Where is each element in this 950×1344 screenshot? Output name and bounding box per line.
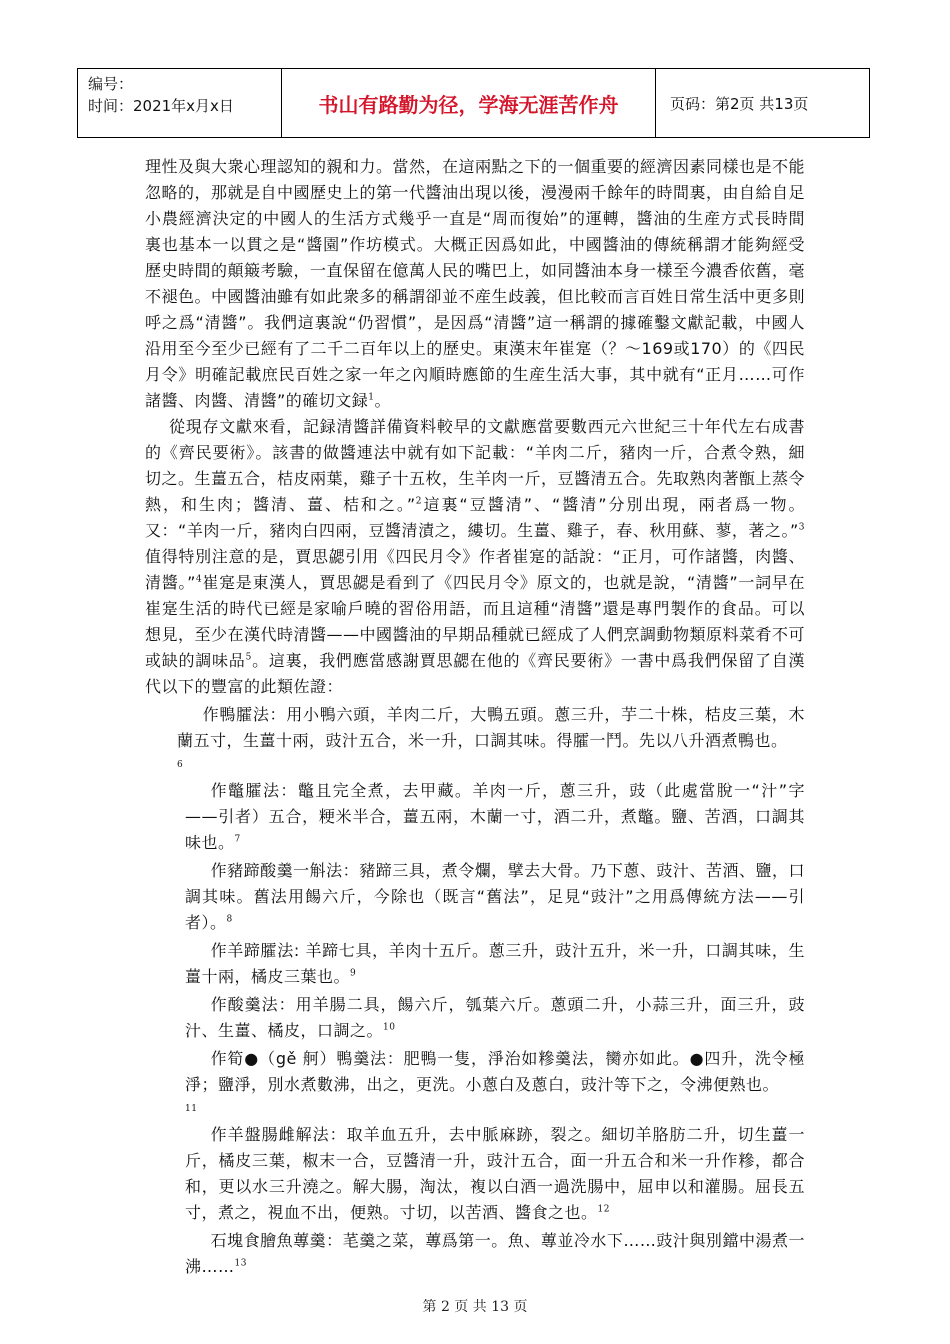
footnote-ref-11: 11 <box>185 1104 198 1114</box>
paragraph-2-text-b: 這裏“豆醬清”、“醬清”分別出現，兩者爲一物。又：“羊肉一斤，豬肉白四兩，豆醬清漬之，縷切。生薑、雞子，春、秋用蘇、蓼，著之。” <box>145 495 805 540</box>
quote-4 <box>145 938 805 990</box>
paragraph-1 <box>145 154 805 414</box>
quote-1 <box>145 702 805 754</box>
number-label: 编号： <box>88 75 134 93</box>
quote-6 <box>145 1046 805 1098</box>
header-meta-cell <box>78 69 282 137</box>
quote-7 <box>145 1122 805 1226</box>
footnote-ref-2: 2 <box>415 496 422 507</box>
quote-8-text: 石塊食膾魚蓴羹：芼羹之菜，蓴爲第一。魚、蓴並冷水下……豉汁與別鐺中湯煮一沸…… <box>185 1231 805 1276</box>
footnote-ref-13: 13 <box>234 1258 247 1269</box>
header-table <box>77 68 870 138</box>
quote-6-text: 作筍●（gě 舸）鴨羹法：肥鴨一隻，淨治如糝羹法，臠亦如此。●四升，洗令極淨；鹽淨，別水煮數沸，出之，更洗。小蔥白及蔥白，豉汁等下之，令沸便熟也。 <box>185 1049 805 1094</box>
paragraph-1-end: 。 <box>374 391 392 410</box>
quote-2 <box>145 778 805 856</box>
paragraph-2-text-c: 值得特別注意的是，賈思勰引用《四民月令》作者崔寔的話說：“正月，可作諸醬，肉醬、清醬。” <box>145 547 805 592</box>
quote-3-text: 作豬蹄酸羹一斛法：豬蹄三具，煮令爛，擘去大骨。乃下蔥、豉汁、苦酒、鹽，口調其味。舊法用餳六斤，今除也（既言“舊法”，足見“豉汁”之用爲傳統方法——引者）。 <box>185 861 805 932</box>
document-body <box>145 154 805 1280</box>
footnote-ref-3: 3 <box>798 522 805 533</box>
quote-1-text: 作鴨臛法：用小鴨六頭，羊肉二斤，大鴨五頭。蔥三升，芋二十株，桔皮三葉，木蘭五寸，生薑十兩，豉汁五合，米一升，口調其味。得臛一鬥。先以八升酒煮鴨也。 <box>177 705 805 750</box>
quote-5 <box>145 992 805 1044</box>
quote-3 <box>145 858 805 936</box>
footnote-ref-4: 4 <box>195 574 203 585</box>
paragraph-2 <box>145 414 805 700</box>
paragraph-2-text-d: 崔寔是東漢人，賈思勰是看到了《四民月令》原文的，也就是說，“清醬”一詞早在崔寔生活的時代已經是家喻戶曉的習俗用語，而且這種“清醬”還是專門製作的食品。可以想見，至少在漢代時清醬——中國醬油的早期品種就已經成了人們烹調動物類原料菜肴不可或缺的調味品 <box>145 573 806 670</box>
footnote-ref-10: 10 <box>383 1022 396 1033</box>
paragraph-2-text-a: 從現存文獻來看，記録清醬詳備資料較早的文獻應當要數西元六世紀三十年代左右成書的《齊民要術》。該書的做醬連法中就有如下記載：“羊肉二斤，豬肉一斤，合煮令熟，細切之。生薑五合，桔皮兩葉，雞子十五枚，生羊肉一斤，豆醬清五合。先取熟肉著甑上蒸令熱，和生肉；醬清、薑、桔和之。” <box>145 417 806 514</box>
footnote-ref-1: 1 <box>368 392 375 403</box>
footnote-ref-5: 5 <box>245 652 252 663</box>
paragraph-2-text-e: 。這裏，我們應當感謝賈思勰在他的《齊民要術》一書中爲我們保留了自漢代以下的豐富的此類佐證： <box>145 651 805 696</box>
page-footer: 第 2 页 共 13 页 <box>422 1299 528 1315</box>
footnote-ref-8: 8 <box>226 914 233 925</box>
quote-7-text: 作羊盤腸雌解法：取羊血五升，去中脈麻跡，裂之。細切羊胳肪二升，切生薑一斤，橘皮三葉，椒末一合，豆醬清一升，豉汁五合，面一升五合和米一升作糝，都合和，更以水三升澆之。解大腸，淘汰，複以白酒一過洗腸中，屈申以和灌腸。屈長五寸，煮之，視血不出，便熟。寸切，以苦酒、醬食之也。 <box>185 1125 805 1222</box>
footnote-ref-6: 6 <box>177 760 184 770</box>
footnote-ref-9: 9 <box>350 968 357 979</box>
quote-2-text: 作鼈臛法：鼈且完全煮，去甲藏。羊肉一斤，蔥三升，豉（此處當脫一“汁”字——引者）五合，粳米半合，薑五兩，木蘭一寸，酒二升，煮鼈。鹽、苦酒，口調其味也。 <box>185 781 805 852</box>
time-label: 时间：2021年x月x日 <box>88 97 234 115</box>
motto: 书山有路勤为径，学海无涯苦作舟 <box>282 69 656 137</box>
quote-8 <box>145 1228 805 1280</box>
paragraph-1-text: 理性及與大衆心理認知的親和力。當然，在這兩點之下的一個重要的經濟因素同樣也是不能忽略的，那就是自中國歷史上的第一代醬油出現以後，漫漫兩千餘年的時間裏，由自給自足小農經濟決定的中國人的生活方式幾乎一直是“周而復始”的運轉，醬油的生産方式長時間裏也基本一以貫之是“醬園”作坊模式。大概正因爲如此，中國醬油的傳統稱謂才能夠經受歷史時間的顛簸考驗，一直保留在億萬人民的嘴巴上，如同醬油本身一樣至今濃香依舊，毫不褪色。中國醬油雖有如此衆多的稱謂卻並不産生歧義，但比較而言百姓日常生活中更多則呼之爲“清醬”。我們這裏說“仍習慣”，是因爲“清醬”這一稱謂的據確鑿文獻記載，中國人沿用至今至少已經有了二千二百年以上的歷史。東漢末年崔寔（？～169或170）的《四民月令》明確記載庶民百姓之家一年之內順時應節的生産生活大事，其中就有“正月……可作諸醬、肉醬、清醬”的確切文録 <box>145 157 806 410</box>
footnote-ref-12: 12 <box>597 1204 610 1215</box>
quote-4-text: 作羊蹄臛法: 羊蹄七具，羊肉十五斤。蔥三升，豉汁五升，米一升，口調其味，生薑十兩，橘皮三葉也。 <box>185 941 805 986</box>
page-info: 页码：第2页 共13页 <box>670 94 809 113</box>
quote-5-text: 作酸羹法：用羊腸二具，餳六斤，瓠葉六斤。蔥頭二升，小蒜三升，面三升，豉汁、生薑、橘皮，口調之。 <box>185 995 805 1040</box>
footnote-ref-7: 7 <box>234 834 241 845</box>
